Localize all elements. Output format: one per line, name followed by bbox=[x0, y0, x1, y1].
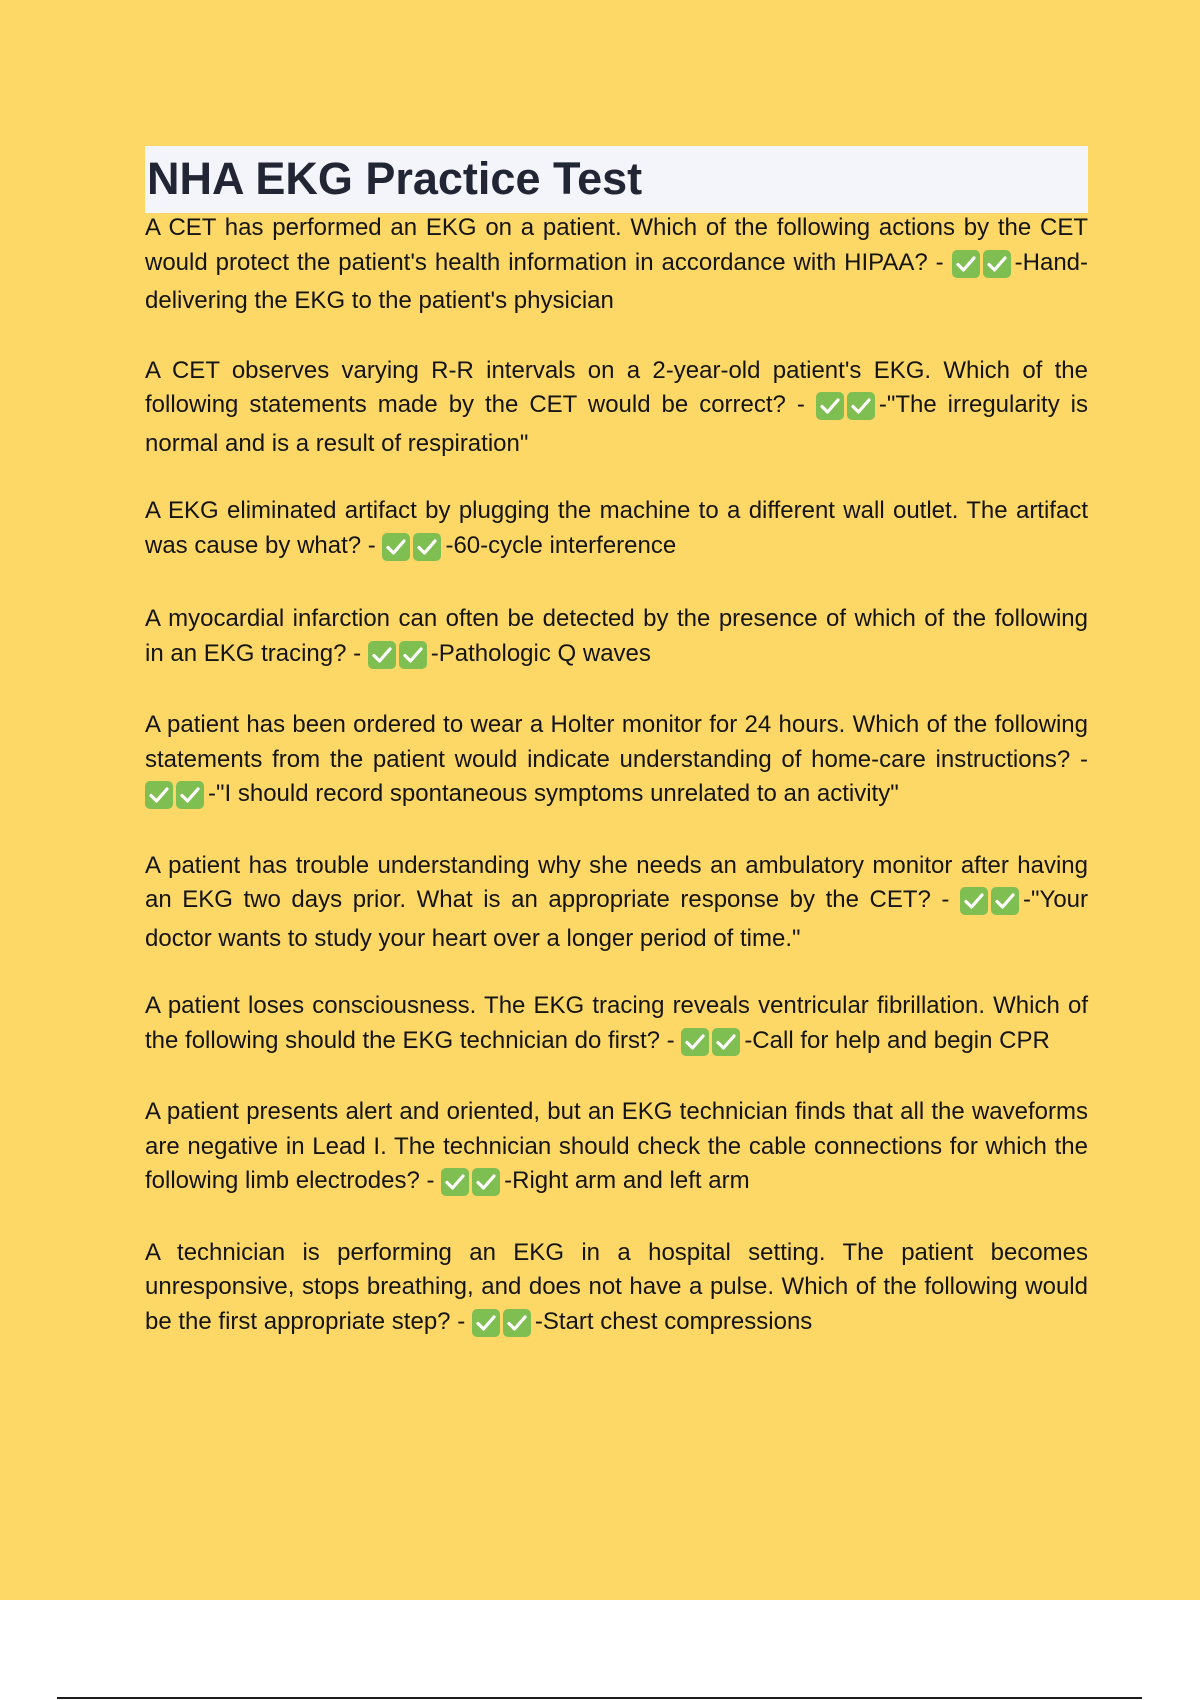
page-divider bbox=[57, 1697, 1142, 1699]
answer-text: -Right arm and left arm bbox=[504, 1167, 750, 1194]
question-text: A patient has trouble understanding why she needs an ambulatory monitor after having an EKG two days prior. What is an appropriate response by the CET? - bbox=[145, 851, 1088, 913]
question-text: A patient presents alert and oriented, but an EKG technician finds that all the waveforms are negative in Lead I. The technician should check the cable connections for which the following limb electrodes? - bbox=[145, 1098, 1088, 1194]
title-band bbox=[145, 146, 1088, 213]
double-check-icon bbox=[681, 1028, 743, 1063]
question-text: A patient loses consciousness. The EKG tracing reveals ventricular fibrillation. Which of the following should the EKG technician do first? - bbox=[145, 992, 1088, 1054]
qa-item bbox=[145, 494, 1088, 567]
qa-item bbox=[145, 1095, 1088, 1203]
question-text: A CET observes varying R-R intervals on a 2-year-old patient's EKG. Which of the following statements made by the CET would be correct? - bbox=[145, 356, 1088, 418]
question-text: A EKG eliminated artifact by plugging the machine to a different wall outlet. The artifact was cause by what? - bbox=[145, 497, 1088, 559]
qa-item bbox=[145, 1236, 1088, 1344]
answer-text: -Call for help and begin CPR bbox=[744, 1026, 1050, 1054]
qa-item bbox=[145, 211, 1088, 319]
answer-text: -Hand-delivering the EKG to the patient's physician bbox=[145, 248, 1088, 314]
qa-item bbox=[145, 708, 1088, 816]
question-text: A technician is performing an EKG in a hospital setting. The patient becomes unresponsive, stops breathing, and does not have a pulse. Which of the following would be the first appropriate step? - bbox=[145, 1238, 1088, 1335]
page-title: NHA EKG Practice Test bbox=[147, 153, 643, 204]
qa-item bbox=[145, 354, 1088, 462]
double-check-icon bbox=[382, 533, 444, 568]
question-text: A CET has performed an EKG on a patient. Which of the following actions by the CET would protect the patient's health information in accordance with HIPAA? - bbox=[145, 214, 1088, 276]
answer-text: -"Your doctor wants to study your heart over a longer period of time." bbox=[145, 886, 1089, 952]
qa-item bbox=[145, 989, 1088, 1062]
qa-item bbox=[145, 602, 1088, 675]
double-check-icon bbox=[441, 1168, 503, 1203]
answer-text: -"I should record spontaneous symptoms unrelated to an activity" bbox=[208, 780, 899, 807]
qa-item bbox=[145, 849, 1088, 957]
question-list bbox=[145, 211, 1088, 1376]
answer-text: -60-cycle interference bbox=[445, 531, 677, 559]
answer-text: -"The irregularity is normal and is a result of respiration" bbox=[145, 391, 1088, 457]
answer-text: -Start chest compressions bbox=[534, 1307, 813, 1335]
double-check-icon bbox=[368, 641, 430, 676]
question-text: A patient has been ordered to wear a Holter monitor for 24 hours. Which of the following statements from the patient would indicate understanding of home-care instructions? - bbox=[145, 711, 1088, 773]
double-check-icon bbox=[145, 781, 207, 816]
double-check-icon bbox=[472, 1309, 534, 1344]
double-check-icon bbox=[960, 887, 1022, 922]
answer-text: -Pathologic Q waves bbox=[430, 639, 651, 667]
question-text: A myocardial infarction can often be detected by the presence of which of the following in an EKG tracing? - bbox=[145, 605, 1088, 667]
double-check-icon bbox=[952, 250, 1014, 285]
double-check-icon bbox=[816, 392, 878, 427]
